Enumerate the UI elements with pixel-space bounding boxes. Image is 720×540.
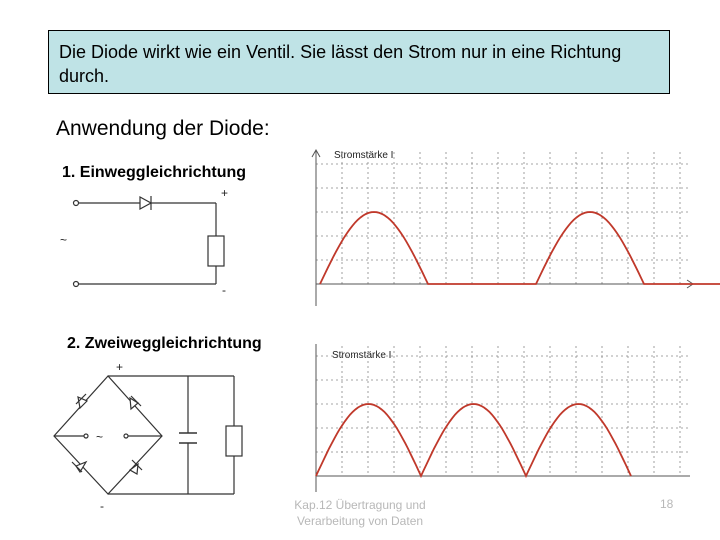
resistor-icon [226,426,242,456]
chart1-ylabel: Stromstärke I [334,150,394,161]
full-plus: + [116,360,124,374]
chart2-ylabel: Stromstärke I [332,350,392,361]
half-plus: + [221,186,229,200]
half-ac: ~ [60,233,68,247]
chart1-series-line [320,212,720,284]
bridge-terminal-left [84,434,88,438]
bridge-diode-icon [76,394,87,408]
full-wave-title: 2. Zweiweggleichrichtung [67,335,262,352]
bridge-diode-icon [130,460,142,474]
capacitor-icon [179,433,197,443]
diode-icon [140,196,151,210]
half-wave-title: 1. Einweggleichrichtung [62,164,247,181]
footer-text [270,497,450,529]
chart2 [316,344,690,492]
footer-line1: Kap.12 Übertragung und [294,498,426,512]
chart2-series-line [316,404,631,476]
footer-line2: Verarbeitung von Daten [296,514,424,528]
intro-text: Die Diode wirkt wie ein Ventil. Sie lässt den Strom nur in eine Richtung durch. [59,42,622,86]
half-minus: - [222,283,226,297]
chart1 [312,150,720,306]
terminal-bottom [74,282,79,287]
resistor-icon [208,236,224,266]
full-wave-circuit [54,376,242,494]
terminal-top [74,201,79,206]
chart2-grid [316,346,690,476]
half-wave-circuit [74,196,225,287]
full-ac: ~ [96,430,104,444]
page-number: 18 [660,497,674,511]
full-minus: - [100,499,104,513]
section-title: Anwendung der Diode: [56,117,270,140]
bridge-terminal-right [124,434,128,438]
